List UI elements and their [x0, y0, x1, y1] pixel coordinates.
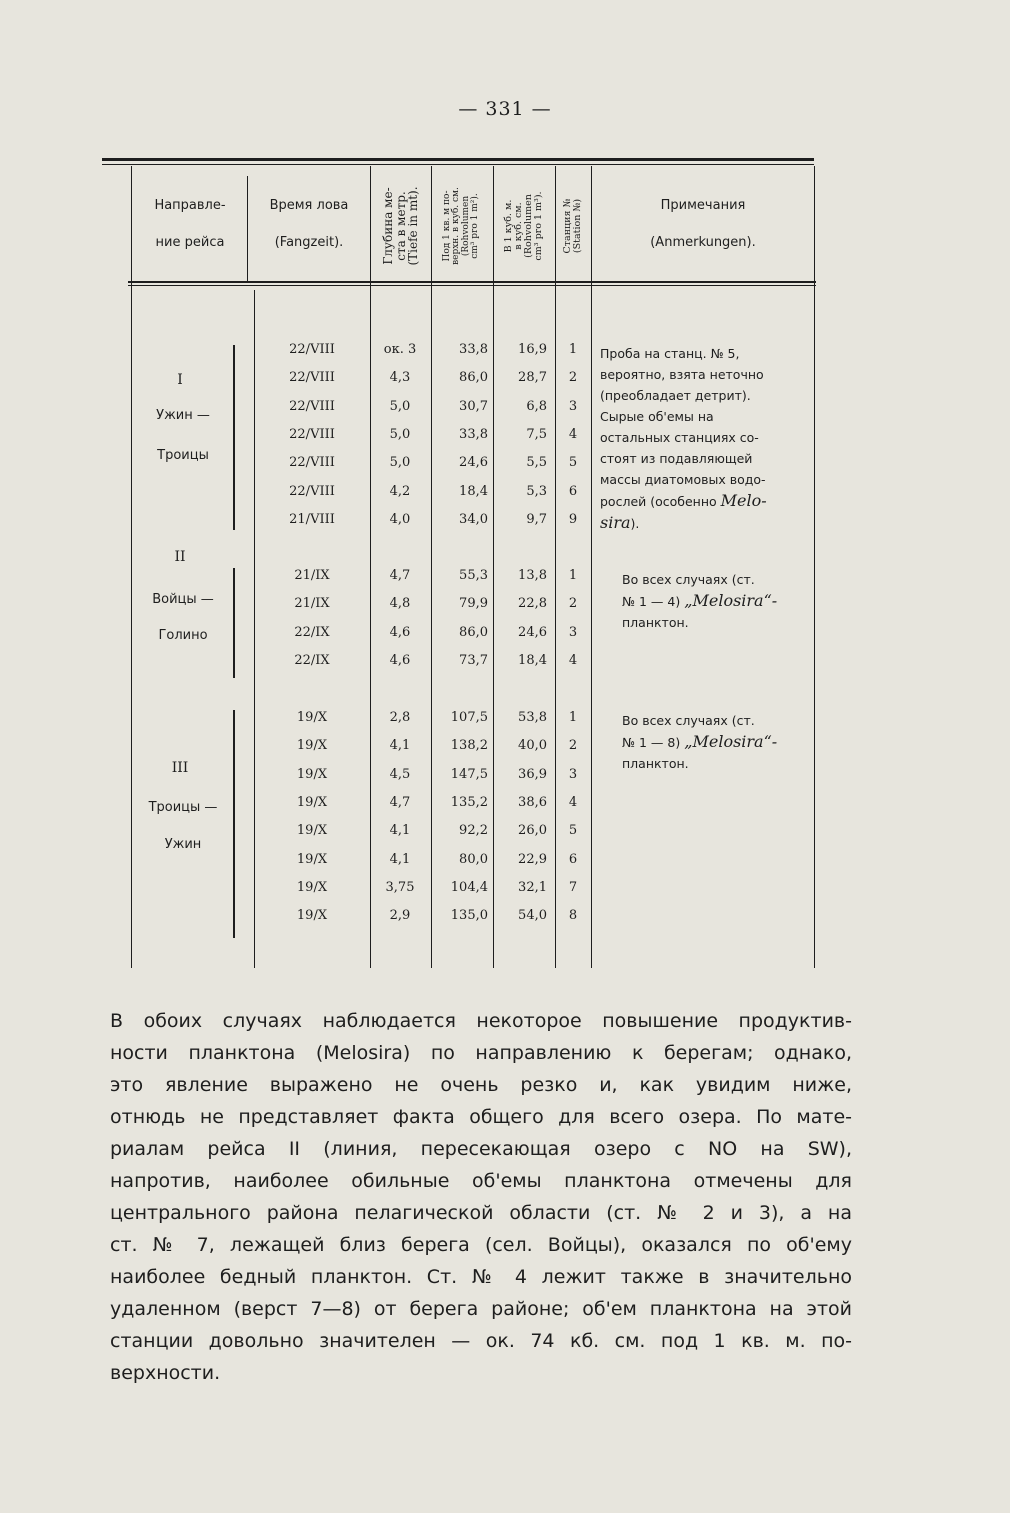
cell-station: 9: [568, 511, 578, 527]
cell-depth: 2,9: [389, 908, 411, 924]
paragraph-line: ст. № 7, лежащей близ берега (сел. Войцы), оказался по об'ему: [110, 1234, 852, 1256]
cell-volume-m3: 6,8: [526, 398, 547, 414]
cell-volume-m3: 28,7: [518, 370, 547, 386]
cell-station: 8: [568, 908, 578, 924]
cell-volume-area: 107,5: [450, 710, 488, 725]
cell-volume-area: 33,8: [459, 342, 488, 357]
cell-station: 2: [568, 738, 578, 754]
top-rule-thin: [102, 164, 814, 165]
cell-time: 19/X: [296, 908, 328, 924]
route-name: Троицы: [157, 448, 209, 463]
col-line-area: [493, 166, 494, 968]
paragraph-line: отнюдь не представляет факта общего для всего озера. По мате-: [110, 1106, 852, 1128]
group-bracket: [233, 345, 235, 530]
cell-depth: 4,1: [389, 851, 411, 867]
cell-volume-area: 104,4: [450, 879, 488, 895]
cell-time: 22/VIII: [289, 426, 335, 442]
route-name: Голино: [158, 628, 208, 643]
cell-depth: 2,8: [389, 710, 411, 725]
header-depth: Глубина ме- ста в метр. (Tiefe in mt).: [381, 186, 421, 266]
cell-depth: 4,5: [389, 766, 411, 782]
route-name: Ужин —: [156, 408, 210, 423]
cell-depth: 4,7: [389, 794, 411, 810]
cell-time: 22/VIII: [289, 398, 335, 414]
cell-depth: 3,75: [385, 879, 415, 895]
cell-depth: 4,7: [389, 568, 411, 583]
col-line-depth: [431, 166, 432, 968]
cell-time: 22/VIII: [289, 370, 335, 386]
cell-station: 6: [568, 483, 578, 499]
cell-time: 22/VIII: [289, 483, 335, 499]
route-number: III: [171, 760, 189, 776]
header-volume-m3: В 1 куб. м. в куб. см. (Rohvolumen cm³ pro 1 m³).: [503, 191, 544, 261]
cell-station: 7: [568, 879, 578, 895]
cell-volume-area: 86,0: [459, 370, 488, 386]
paragraph-line: риалам рейса II (линия, пересекающая озеро с NO на SW),: [110, 1138, 852, 1160]
cell-volume-area: 34,0: [459, 511, 488, 527]
cell-volume-area: 92,2: [459, 823, 488, 839]
cell-station: 1: [568, 342, 578, 357]
header-notes-line2: (Anmerkungen).: [650, 235, 756, 250]
cell-volume-m3: 16,9: [518, 342, 547, 357]
header-direction-line1: Направле-: [154, 198, 226, 213]
cell-volume-m3: 22,8: [518, 596, 547, 612]
cell-station: 5: [568, 455, 578, 471]
header-time-line1: Время лова: [269, 198, 349, 213]
cell-station: 4: [568, 794, 578, 810]
cell-volume-m3: 36,9: [518, 766, 547, 782]
cell-volume-area: 30,7: [459, 398, 488, 414]
cell-time: 19/X: [296, 879, 328, 895]
cell-time: 21/IX: [294, 596, 330, 612]
cell-depth: 4,2: [389, 483, 411, 499]
cell-volume-area: 55,3: [459, 568, 488, 583]
col-line-left: [131, 166, 132, 968]
paragraph-line: верхности.: [110, 1362, 221, 1384]
cell-station: 2: [568, 596, 578, 612]
cell-station: 2: [568, 370, 578, 386]
cell-volume-m3: 5,5: [526, 455, 547, 471]
cell-volume-m3: 40,0: [518, 738, 547, 754]
col-line-station: [591, 166, 592, 968]
cell-time: 22/IX: [294, 624, 330, 640]
header-station: Станция № (Station №): [562, 198, 583, 254]
cell-volume-area: 147,5: [450, 766, 488, 782]
route-name: Троицы —: [148, 800, 218, 815]
cell-station: 4: [568, 652, 578, 668]
paragraph-line: это явление выражено не очень резко и, как увидим ниже,: [110, 1074, 852, 1096]
top-rule: [102, 158, 814, 161]
cell-depth: 4,8: [389, 596, 411, 612]
cell-volume-area: 73,7: [459, 652, 488, 668]
paragraph-line: напротив, наиболее обильные об'емы планктона отмечены для: [110, 1170, 852, 1192]
body-paragraph: [110, 1005, 852, 1389]
cell-volume-area: 79,9: [459, 596, 488, 612]
cell-time: 19/X: [296, 823, 328, 839]
cell-depth: 4,6: [389, 624, 411, 640]
cell-station: 6: [568, 851, 578, 867]
cell-volume-area: 33,8: [459, 426, 488, 442]
paragraph-line: станции довольно значителен — ок. 74 кб. см. под 1 кв. м. по-: [110, 1330, 852, 1352]
cell-volume-area: 18,4: [459, 483, 488, 499]
cell-time: 21/IX: [294, 568, 330, 583]
cell-volume-area: 135,0: [450, 908, 488, 924]
route-name: Войцы —: [152, 592, 214, 607]
cell-depth: 4,1: [389, 823, 411, 839]
col-line-time-body: [254, 290, 255, 968]
cell-time: 21/VIII: [289, 511, 335, 527]
note-group-1: Проба на станц. № 5, вероятно, взята неточно (преобладает детрит). Сырые об'емы на остальных станциях со- стоят из подавляющей массы диатомовых водо- рослей (особенно Melo- sira).: [600, 346, 767, 532]
cell-volume-m3: 53,8: [518, 710, 547, 725]
cell-depth: 4,1: [389, 738, 411, 754]
cell-time: 19/X: [296, 794, 328, 810]
cell-volume-m3: 32,1: [518, 879, 547, 895]
cell-volume-area: 24,6: [459, 455, 488, 471]
cell-depth: 5,0: [389, 398, 411, 414]
cell-volume-m3: 54,0: [518, 908, 547, 924]
paragraph-line: ности планктона (Melosira) по направлению к берегам; однако,: [110, 1042, 852, 1064]
cell-volume-m3: 18,4: [518, 652, 547, 668]
cell-station: 5: [568, 823, 578, 839]
cell-volume-m3: 9,7: [526, 511, 547, 527]
cell-volume-area: 80,0: [459, 851, 488, 867]
cell-depth: 4,6: [389, 652, 411, 668]
cell-volume-m3: 5,3: [526, 483, 547, 499]
cell-time: 19/X: [296, 710, 328, 725]
paragraph-line: наиболее бедный планктон. Ст. № 4 лежит также в значительно: [110, 1266, 852, 1288]
paragraph-line: центрального района пелагической области (ст. № 2 и 3), а на: [110, 1202, 852, 1224]
col-line-time: [370, 166, 371, 968]
cell-station: 3: [568, 766, 578, 782]
col-line-right: [814, 166, 815, 968]
cell-station: 3: [568, 624, 578, 640]
header-direction-line2: ние рейса: [155, 235, 225, 250]
paragraph-line: удаленном (верст 7—8) от берега районе; об'ем планктона на этой: [110, 1298, 852, 1320]
cell-volume-m3: 26,0: [518, 823, 547, 839]
paragraph-line: В обоих случаях наблюдается некоторое повышение продуктив-: [110, 1010, 852, 1032]
col-line-m3: [555, 166, 556, 968]
cell-volume-m3: 24,6: [518, 624, 547, 640]
route-name: Ужин: [164, 837, 202, 852]
cell-volume-area: 86,0: [459, 624, 488, 640]
cell-depth: 5,0: [389, 426, 411, 442]
cell-station: 4: [568, 426, 578, 442]
cell-time: 19/X: [296, 851, 328, 867]
note-group-3: Во всех случаях (ст. № 1 — 8) „Melosira“- планктон.: [622, 713, 778, 771]
cell-time: 19/X: [296, 738, 328, 754]
route-number: I: [177, 372, 183, 388]
cell-volume-area: 138,2: [450, 738, 488, 754]
cell-station: 3: [568, 398, 578, 414]
cell-depth: 4,0: [389, 511, 411, 527]
cell-volume-area: 135,2: [450, 794, 488, 810]
group-bracket: [233, 710, 235, 938]
cell-time: 22/IX: [294, 652, 330, 668]
cell-volume-m3: 13,8: [518, 568, 547, 583]
cell-time: 22/VIII: [289, 342, 335, 357]
cell-volume-m3: 7,5: [526, 426, 547, 442]
cell-depth: ок. 3: [383, 342, 417, 357]
col-line-direction: [247, 176, 248, 282]
header-notes-line1: Примечания: [660, 198, 746, 213]
route-number: II: [174, 549, 186, 565]
cell-depth: 5,0: [389, 455, 411, 471]
cell-volume-m3: 38,6: [518, 794, 547, 810]
header-rule-thin: [128, 285, 816, 286]
note-group-2: Во всех случаях (ст. № 1 — 4) „Melosira“- планктон.: [622, 572, 778, 630]
cell-station: 1: [568, 568, 578, 583]
page-number: — 331 —: [458, 98, 552, 120]
cell-station: 1: [568, 710, 578, 725]
cell-volume-m3: 22,9: [518, 851, 547, 867]
group-bracket: [233, 568, 235, 678]
cell-depth: 4,3: [389, 370, 411, 386]
header-volume-area: Под 1 кв. м по- верхн. в куб. см. (Rohvolumen cm³ pro 1 m²).: [442, 187, 481, 265]
cell-time: 19/X: [296, 766, 328, 782]
cell-time: 22/VIII: [289, 455, 335, 471]
header-time-line2: (Fangzeit).: [274, 235, 344, 250]
